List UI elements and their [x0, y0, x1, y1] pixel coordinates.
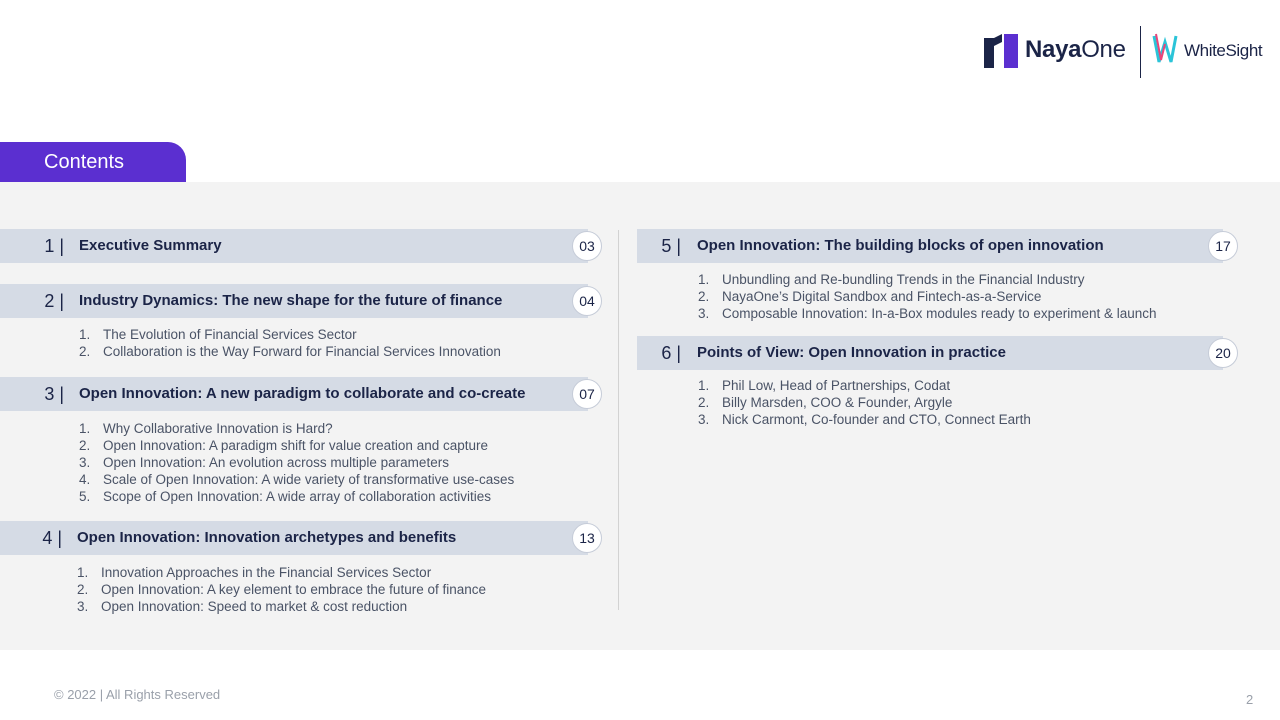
section-6-bar[interactable] [637, 336, 1223, 370]
section-number: 3 | [44, 384, 64, 404]
list-item: 3. Open Innovation: An evolution across multiple parameters [79, 455, 449, 470]
section-number: 1 | [44, 236, 64, 256]
section-title: Industry Dynamics: The new shape for the future of finance [79, 292, 503, 309]
list-item: 2. NayaOne’s Digital Sandbox and Fintech-as-a-Service [698, 289, 1042, 304]
page-badge: 07 [572, 379, 602, 409]
section-3-bar[interactable] [0, 377, 588, 411]
list-item: 1. The Evolution of Financial Services Sector [79, 327, 357, 342]
section-2-bar[interactable] [0, 284, 588, 318]
section-title: Points of View: Open Innovation in practice [697, 344, 1006, 361]
section-5-bar[interactable] [637, 229, 1223, 263]
list-item: 3. Nick Carmont, Co-founder and CTO, Connect Earth [698, 412, 1031, 427]
list-item: 2. Open Innovation: A paradigm shift for value creation and capture [79, 438, 488, 453]
section-title: Executive Summary [79, 237, 222, 254]
section-number: 5 | [661, 236, 681, 256]
page-number: 2 [1246, 692, 1254, 707]
section-2-list [79, 326, 501, 360]
list-item: 3. Open Innovation: Speed to market & cost reduction [77, 599, 408, 614]
list-item: 2. Collaboration is the Way Forward for Financial Services Innovation [79, 344, 501, 359]
section-4-list [77, 564, 486, 615]
list-item: 3. Composable Innovation: In-a-Box modules ready to experiment & launch [698, 306, 1157, 321]
page-badge: 04 [572, 286, 602, 316]
section-1-bar[interactable] [0, 229, 588, 263]
list-item: 1. Why Collaborative Innovation is Hard? [79, 421, 333, 436]
page-badge: 20 [1208, 338, 1238, 368]
list-item: 2. Open Innovation: A key element to embrace the future of finance [77, 582, 486, 597]
list-item: 2. Billy Marsden, COO & Founder, Argyle [698, 395, 953, 410]
footer-copyright: © 2022 | All Rights Reserved [54, 687, 221, 702]
list-item: 1. Phil Low, Head of Partnerships, Codat [698, 378, 951, 393]
list-item: 4. Scale of Open Innovation: A wide variety of transformative use-cases [79, 472, 515, 487]
section-5-list [698, 271, 1157, 322]
column-divider [618, 230, 619, 610]
section-title: Open Innovation: The building blocks of open innovation [697, 237, 1104, 254]
page-badge: 03 [572, 231, 602, 261]
section-4-bar[interactable] [0, 521, 588, 555]
logo-divider [1140, 26, 1141, 78]
nayaone-logo-text: NayaOne [1025, 36, 1126, 63]
section-number: 2 | [44, 291, 64, 311]
nayaone-logo-icon [984, 34, 1018, 68]
section-title: Open Innovation: A new paradigm to collaborate and co-create [79, 385, 526, 402]
section-3-list [79, 420, 514, 505]
section-number: 4 | [42, 528, 62, 548]
list-item: 1. Innovation Approaches in the Financial Services Sector [77, 565, 432, 580]
section-number: 6 | [661, 343, 681, 363]
contents-tab: Contents [0, 142, 186, 182]
page-badge: 13 [572, 523, 602, 553]
header-logos [984, 26, 1264, 78]
page-badge: 17 [1208, 231, 1238, 261]
list-item: 5. Scope of Open Innovation: A wide array of collaboration activities [79, 489, 491, 504]
whitesight-logo-icon [1152, 32, 1178, 66]
whitesight-logo-text: WhiteSight [1184, 41, 1263, 60]
section-6-list [698, 377, 1031, 428]
section-title: Open Innovation: Innovation archetypes and benefits [77, 529, 457, 546]
list-item: 1. Unbundling and Re-bundling Trends in the Financial Industry [698, 272, 1085, 287]
